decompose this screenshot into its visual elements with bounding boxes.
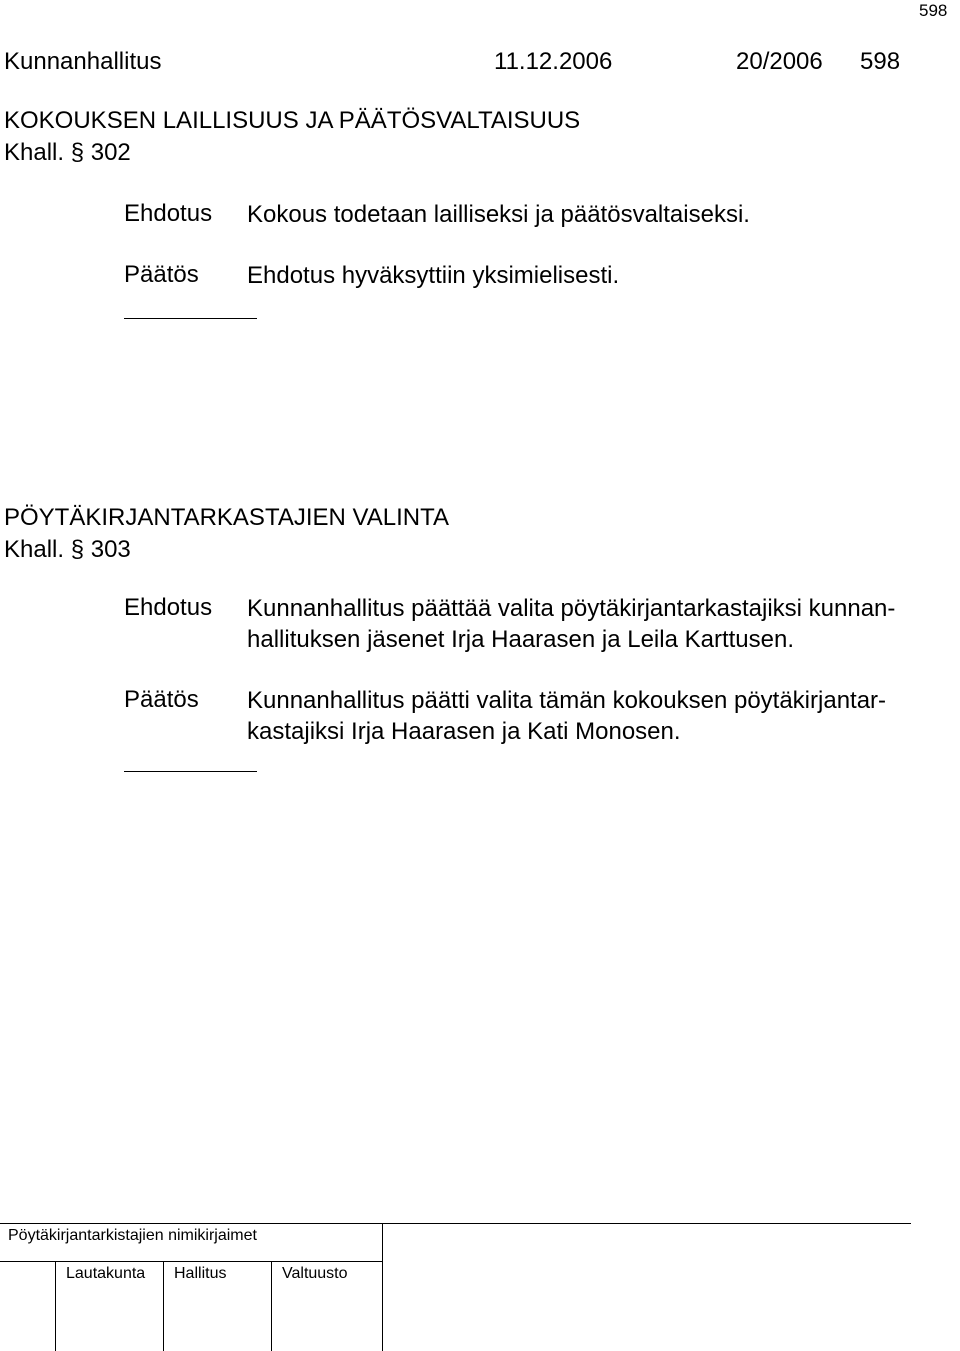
footer-col-line-3 [271, 1261, 272, 1351]
proposal-line: Kunnanhallitus päättää valita pöytäkirjantarkastajiksi kunnan- [247, 595, 896, 622]
header-date: 11.12.2006 [494, 48, 613, 75]
header-organ: Kunnanhallitus [4, 48, 162, 75]
proposal-line: hallituksen jäsenet Irja Haarasen ja Leila Karttusen. [247, 626, 794, 653]
footer-mid-rule [0, 1261, 383, 1262]
decision-text [247, 685, 886, 747]
decision-line: Kunnanhallitus päätti valita tämän kokouksen pöytäkirjantar- [247, 687, 887, 714]
header-page-number: 598 [860, 48, 901, 75]
header-minutes-number: 20/2006 [736, 48, 823, 75]
footer-col-valtuusto: Valtuusto [282, 1265, 348, 1282]
section-title: PÖYTÄKIRJANTARKASTAJIEN VALINTA [4, 504, 449, 531]
decision-text [247, 260, 619, 291]
footer-divider [382, 1223, 383, 1261]
footer-col-line-4 [382, 1261, 383, 1351]
initials-label: Pöytäkirjantarkistajien nimikirjaimet [8, 1227, 257, 1244]
decision-label: Päätös [124, 261, 199, 288]
footer-top-rule [0, 1223, 911, 1224]
corner-page-number: 598 [919, 1, 948, 20]
footer-col-lautakunta: Lautakunta [66, 1265, 146, 1282]
proposal-label: Ehdotus [124, 594, 213, 621]
section-reference: Khall. § 302 [4, 139, 131, 166]
proposal-line: Kokous todetaan lailliseksi ja päätösvaltaiseksi. [247, 201, 750, 228]
proposal-label: Ehdotus [124, 200, 213, 227]
footer-col-line-2 [163, 1261, 164, 1351]
section-end-rule [124, 771, 257, 772]
decision-line: kastajiksi Irja Haarasen ja Kati Monosen. [247, 718, 681, 745]
proposal-text [247, 199, 750, 230]
proposal-text [247, 593, 895, 655]
decision-line: Ehdotus hyväksyttiin yksimielisesti. [247, 262, 620, 289]
decision-label: Päätös [124, 686, 199, 713]
section-reference: Khall. § 303 [4, 536, 131, 563]
footer-col-hallitus: Hallitus [174, 1265, 227, 1282]
footer-col-line-1 [55, 1261, 56, 1351]
section-end-rule [124, 318, 257, 319]
section-title: KOKOUKSEN LAILLISUUS JA PÄÄTÖSVALTAISUUS [4, 107, 581, 134]
